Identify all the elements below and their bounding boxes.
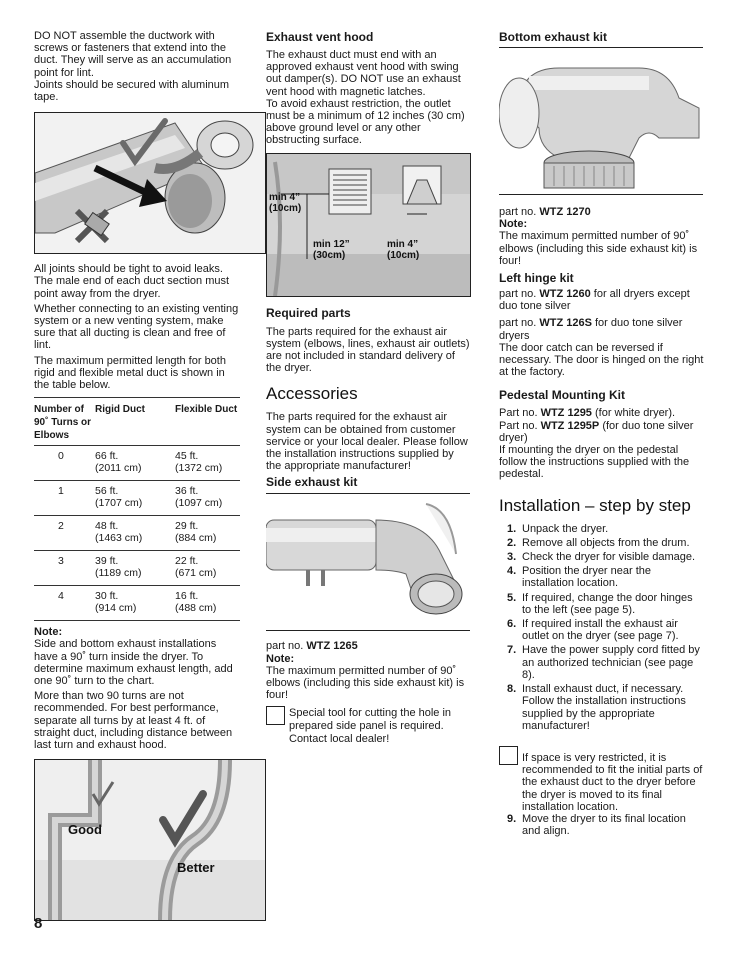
intro-warning: DO NOT assemble the ductwork with screws or fasteners that extend into the duct. They will serve as an accumulation point for lint. [34, 30, 232, 79]
table-header-flexible: Flexible Duct [175, 398, 240, 446]
min12-cm: (30cm) [313, 249, 346, 261]
turns-cell: 4 [34, 586, 95, 621]
hood-text-1: The exhaust duct must end with an approved exhaust vent hood with swing out damper(s). DO NOT use an exhaust vent hood with magnetic latches. [266, 49, 461, 98]
flex-ft: 45 ft. [175, 450, 199, 463]
rigid-cell [95, 551, 175, 586]
pedestal-part-1 [499, 407, 704, 419]
required-parts-text: The parts required for the exhaust air system (elbows, lines, exhaust air outlets) are not included in standard delivery of the dryer. [266, 325, 470, 375]
rigid-cm: (914 cm) [95, 602, 137, 615]
flex-cm: (488 cm) [175, 602, 217, 615]
part-description: (for duo tone silver dryer) [499, 419, 694, 444]
step-number: 7. [507, 644, 517, 657]
left-hinge-kit-title: Left hinge kit [499, 271, 574, 286]
pedestal-text: If mounting the dryer on the pedestal follow the instructions supplied with the pedestal. [499, 444, 690, 481]
hinge-part-2 [499, 317, 704, 341]
flex-cell [175, 481, 240, 516]
step-number: 2. [507, 536, 517, 549]
installation-steps-continued [499, 813, 704, 837]
vent-hood-clearance-illustration [266, 153, 471, 297]
accessories-text: The parts required for the exhaust air system can be obtained from customer service or your local dealer. Please follow the installation instructions supplied by the appropriate manufacturer! [266, 411, 468, 473]
flex-cell [175, 516, 240, 551]
step-number: 9. [507, 812, 517, 825]
part-description: for all dryers except duo tone silver [499, 288, 690, 313]
list-item [499, 618, 704, 642]
list-item [499, 537, 704, 549]
better-label: Better [177, 860, 215, 876]
step-number: 1. [507, 522, 517, 535]
step-text: Install exhaust duct, if necessary. Follow the installation instructions supplied by the appropriate manufacturer! [522, 683, 686, 732]
column-2 [266, 30, 470, 746]
duct-length-table [34, 397, 240, 621]
list-item [499, 644, 704, 681]
step-text: Have the power supply cord fitted by an authorized technician (see page 8). [522, 644, 700, 681]
min12-label [313, 239, 350, 261]
note-box-icon [266, 706, 285, 725]
table-row [34, 481, 240, 516]
column-1 [34, 30, 240, 921]
list-item [499, 592, 704, 616]
rigid-cell [95, 446, 175, 481]
note-box-icon [499, 746, 518, 765]
space-restricted-text: If space is very restricted, it is recommended to fit the initial parts of the exhaust duct to the dryer before the dryer is moved to its final installation location. [522, 751, 703, 813]
flex-ft: 29 ft. [175, 520, 199, 533]
list-item [499, 683, 704, 732]
side-note-text: The maximum permitted number of 90˚ elbows (including this side exhaust kit) is four! [266, 664, 465, 702]
rigid-cm: (2011 cm) [95, 462, 142, 475]
side-exhaust-kit-illustration [266, 494, 470, 630]
step-number: 6. [507, 618, 517, 631]
flex-ft: 16 ft. [175, 590, 199, 603]
min4-right-value: min 4” [387, 238, 419, 250]
joints-text: All joints should be tight to avoid leaks. The male end of each duct section must point away from the dryer. [34, 263, 230, 300]
min12-value: min 12” [313, 238, 350, 250]
part-prefix: Part no. [499, 407, 541, 420]
part-code: WTZ 1265 [306, 640, 358, 653]
flex-cm: (1097 cm) [175, 497, 223, 510]
bottom-exhaust-kit-title: Bottom exhaust kit [499, 30, 608, 44]
turns-cell: 1 [34, 481, 95, 516]
side-kit-bottom-rule [266, 630, 470, 631]
part-prefix: part no. [499, 206, 540, 218]
step-number: 5. [507, 591, 517, 604]
installation-title: Installation – step by step [499, 495, 691, 515]
turns-cell: 3 [34, 551, 95, 586]
rigid-cell [95, 586, 175, 621]
special-tool-text: Special tool for cutting the hole in prepared side panel is required. Contact local dealer! [289, 707, 452, 746]
rigid-cm: (1463 cm) [95, 532, 143, 545]
step-text: Unpack the dryer. [522, 522, 609, 535]
hinge-text: The door catch can be reversed if necessary. The door is hinged on the right at the factory. [499, 341, 704, 379]
part-description: (for white dryer). [591, 407, 676, 420]
table-header-turns: Number of 90˚ Turns or Elbows [34, 398, 95, 446]
step-number: 8. [507, 683, 517, 696]
step-text: If required install the exhaust air outlet on the dryer (see page 7). [522, 618, 679, 643]
step-text: If required, change the door hinges to the left (see page 5). [522, 591, 693, 616]
duct-tape-illustration [34, 112, 266, 254]
part-prefix: Part no. [499, 419, 541, 432]
space-restricted-note [499, 752, 704, 813]
side-note-label: Note: [266, 652, 295, 665]
list-item [499, 551, 704, 563]
min4-right-label [387, 239, 419, 261]
flex-cell [175, 586, 240, 621]
part-code: WTZ 126S [539, 317, 592, 330]
turns-cell: 2 [34, 516, 95, 551]
list-item [499, 523, 704, 535]
part-prefix: part no. [499, 317, 540, 330]
rigid-ft: 48 ft. [95, 520, 119, 533]
venting-text: Whether connecting to an existing venting system or a new venting system, make sure that all ducting is clean and free of lint. [34, 302, 239, 352]
accessories-title: Accessories [266, 384, 358, 404]
rigid-ft: 39 ft. [95, 555, 119, 568]
part-code: WTZ 1270 [539, 206, 591, 218]
flex-cm: (671 cm) [175, 567, 217, 580]
hinge-part-1 [499, 288, 704, 312]
flex-cell [175, 551, 240, 586]
turns-recommendation: More than two 90 turns are not recommended. For best performance, separate all turns by at least 4 ft. of straight duct, including distance between last turn and exhaust hood. [34, 690, 233, 752]
step-text: Check the dryer for visible damage. [522, 551, 696, 564]
exhaust-vent-hood-title: Exhaust vent hood [266, 30, 374, 44]
column-3 [499, 30, 704, 839]
max-length-text: The maximum permitted length for both rigid and flexible metal duct is shown in the table below. [34, 354, 226, 392]
table-row [34, 516, 240, 551]
good-label: Good [68, 822, 102, 838]
page-number: 8 [34, 915, 43, 932]
part-code: WTZ 1295P [540, 419, 600, 432]
note-label: Note: [34, 626, 63, 639]
required-parts-title: Required parts [266, 305, 351, 320]
part-prefix: part no. [499, 288, 540, 301]
rigid-ft: 56 ft. [95, 485, 119, 498]
rigid-ft: 66 ft. [95, 450, 119, 463]
min4-left-value: min 4” [269, 191, 301, 203]
flex-cm: (884 cm) [175, 532, 217, 545]
pedestal-part-2 [499, 420, 704, 444]
part-code: WTZ 1260 [539, 288, 591, 301]
special-tool-note [266, 707, 470, 746]
table-row [34, 446, 240, 481]
rigid-cell [95, 481, 175, 516]
table-header-rigid: Rigid Duct [95, 398, 175, 446]
rigid-cell [95, 516, 175, 551]
rigid-cm: (1189 cm) [95, 567, 142, 580]
good-better-illustration [34, 759, 266, 921]
flex-cell [175, 446, 240, 481]
part-prefix: part no. [266, 640, 307, 653]
installation-steps [499, 523, 704, 732]
list-item [499, 813, 704, 837]
table-row [34, 586, 240, 621]
min4-right-cm: (10cm) [387, 249, 420, 261]
flex-ft: 22 ft. [175, 555, 199, 568]
flex-cm: (1372 cm) [175, 462, 223, 475]
pedestal-kit-title: Pedestal Mounting Kit [499, 388, 625, 403]
step-number: 3. [507, 551, 517, 564]
rigid-cm: (1707 cm) [95, 497, 143, 510]
bottom-exhaust-kit-illustration [499, 48, 703, 194]
hood-text-2: To avoid exhaust restriction, the outlet must be a minimum of 12 inches (30 cm) above ground level or any other obstructing surface. [266, 97, 465, 147]
min4-left-cm: (10cm) [269, 202, 302, 214]
flex-ft: 36 ft. [175, 485, 199, 498]
step-text: Remove all objects from the drum. [522, 536, 690, 549]
list-item [499, 565, 704, 589]
bottom-kit-bottom-rule [499, 194, 703, 195]
step-text: Position the dryer near the installation location. [522, 565, 652, 590]
side-exhaust-kit-title: Side exhaust kit [266, 475, 358, 490]
min4-left-label [269, 192, 301, 214]
part-code: WTZ 1295 [540, 407, 592, 420]
bottom-kit-part-number [499, 206, 704, 218]
step-number: 4. [507, 565, 517, 578]
bottom-note-text: The maximum permitted number of 90˚ elbows (including this side exhaust kit) is four! [499, 230, 698, 267]
intro-tape: Joints should be secured with aluminum tape. [34, 78, 230, 104]
rigid-ft: 30 ft. [95, 590, 119, 603]
part-description: for duo tone silver dryers [499, 317, 683, 342]
side-kit-part-number [266, 640, 470, 652]
note-text: Side and bottom exhaust installations have a 90˚ turn inside the dryer. To determine maximum exhaust length, add one 90˚ turn to the chart. [34, 638, 233, 688]
table-row [34, 551, 240, 586]
table-header-row [34, 398, 240, 446]
step-text: Move the dryer to its final location and align. [522, 812, 686, 838]
bottom-note-label: Note: [499, 218, 528, 231]
turns-cell: 0 [34, 446, 95, 481]
